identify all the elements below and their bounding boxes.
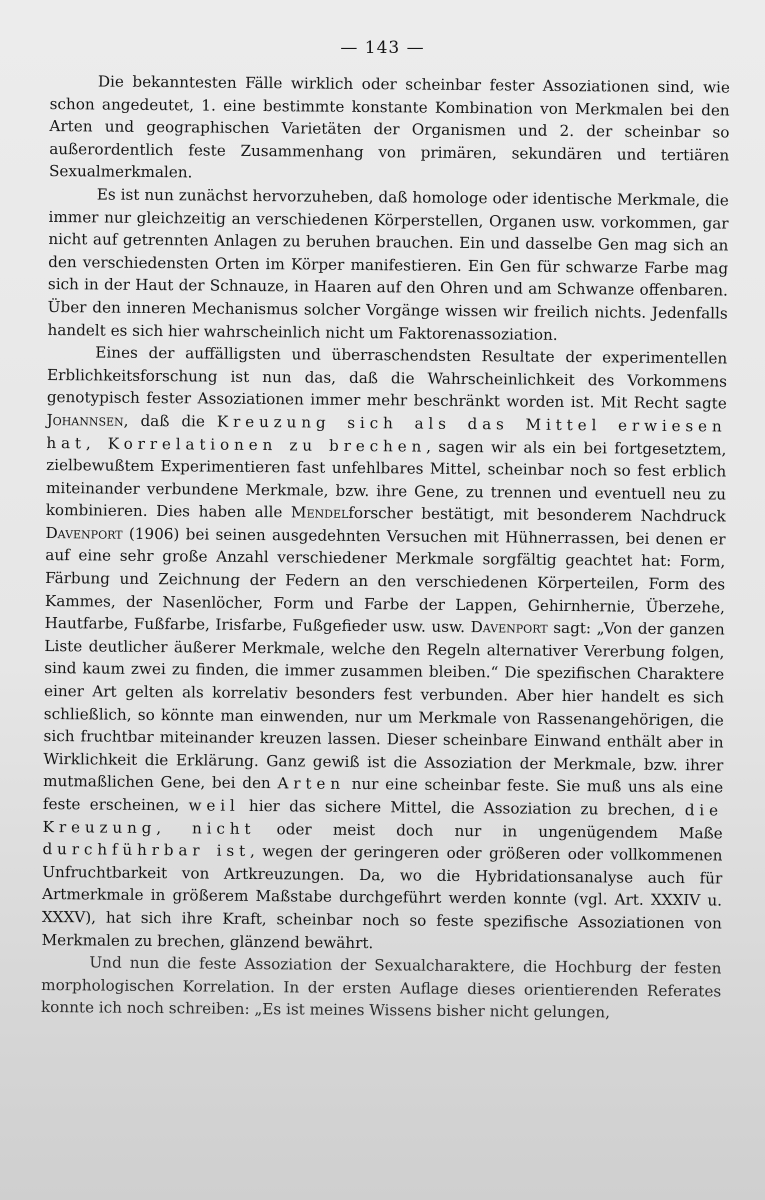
paragraph-3 [42,341,728,958]
text-run: forscher bestätigt, mit besonderem Nachdruck [348,504,726,526]
text-run: Die bekanntesten Fälle wirklich oder scheinbar fester Assoziationen sind, wie schon angedeutet, 1. eine bestimmte konstante Kombination von Merkmalen bei den Arten und geographischen Varietäten der Organismen und 2. der scheinbar so außerordentlich feste Zusammenhang von primären, sekundären und tertiären Sexualmerkmalen. [48,72,730,182]
text-run: nur eine scheinbar feste. Sie muß uns als eine feste erscheinen, [42,775,724,815]
author-name-mendel: Mendel [290,503,349,523]
paragraph-1 [49,70,730,189]
text-run: hier das sichere Mittel, die Assoziation zu brechen, [239,796,685,820]
body-text [41,70,730,1025]
emphasized-text: die Kreuzung, nicht [42,801,724,838]
paragraph-2 [47,183,728,348]
text-run: Es ist nun zunächst hervorzuheben, daß homologe oder identische Merkmale, die immer nur gleichzeitig an verschiedenen Körperstellen, Organen usw. vorkommen, gar nicht auf getrennten Anlagen zu beruhen brauchen. Ein und dasselbe Gen mag sich an den verschiedensten Orten im Körper manifestieren. Ein Gen für schwarze Farbe mag sich in der Haut der Schnauze, in Haaren auf den Ohren und am Schwanze offenbaren. Über den inneren Mechanismus solcher Vorgänge wissen wir freilich nichts. Jedenfalls handelt es sich hier wahrscheinlich nicht um Faktorenassoziation. [47,185,729,344]
text-run: sagt: „Von der ganzen Liste deutlicher äußerer Merkmale, welche den Regeln alternativer Vererbung folgen, sind kaum zwei zu finden, die immer zusammen bleiben.“ Die spezifischen Charaktere einer Art gelten als korrelativ besonders fest verbunden. Aber hier handelt es sich schließlich, so könnte man einwenden, nur um Merkmale von Rassenangehörigen, die sich fruchtbar miteinander kreuzen lassen. Dieser scheinbare Einwand enthält aber in Wirklichkeit die Erklärung. Ganz gewiß ist die Assoziation der Merkmale, bzw. ihrer mutmaßlichen Gene, bei den [43,619,725,793]
page-number: — 143 — [340,38,425,58]
emphasized-text: Arten [277,774,345,794]
author-name-davenport: Davenport [45,523,123,543]
paragraph-4 [41,951,722,1025]
emphasized-text: weil [188,796,240,815]
text-run: , wegen der geringeren oder größeren oder vollkommenen Unfruchtbarkeit von Artkreuzungen. Da, wo die Hybridationsanalyse auch für Artmerkmale in größerem Maßstabe durchgeführt werden konnte (vgl. Art. XXXIV u. XXXV), hat sich ihre Kraft, scheinbar noch so feste spezifische Assoziationen von Merkmalen zu brechen, glänzend bewährt. [41,842,723,952]
text-run: oder meist doch nur in ungenügendem Maße [255,819,723,843]
text-run: , sagen wir als ein bei fortgesetztem, zielbewußtem Experimentieren fast unfehlbares Mittel, scheinbar noch so fest erblich miteinander verbundene Merkmale, bzw. ihre Gene, zu trennen und eventuell neu zu kombinieren. Dies haben alle [45,437,727,522]
author-name-johannsen: Johannsen [46,410,124,430]
text-run: Eines der auffälligsten und überraschendsten Resultate der experimentellen Erblichkeitsforschung ist nun das, daß die Wahrscheinlichkeit des Vorkommens genotypisch fester Assoziationen immer mehr beschränkt worden ist. Mit Recht sagte [46,343,728,413]
text-run: Und nun die feste Assoziation der Sexualcharaktere, die Hochburg der festen morphologischen Korrelation. In der ersten Auflage dieses orientierenden Referates konnte ich noch schreiben: „Es ist meines Wissens bisher nicht gelungen, [40,953,722,1022]
text-run: (1906) bei seinen ausgedehnten Versuchen mit Hühnerrassen, bei denen er auf eine sehr große Anzahl verschiedener Merkmale sorgfältig geachtet hat: Form, Färbung und Zeichnung der Federn an den verschiedenen Körperteilen, Form des Kammes, der Nasenlöcher, Form und Farbe der Lappen, Gehirnhernie, Überzehe, Hautfarbe, Fußfarbe, Irisfarbe, Fußgefieder usw. usw. [44,524,726,637]
emphasized-text: Kreuzung sich als das Mittel erwiesen hat, Korrelationen zu brechen [46,412,727,456]
author-name-davenport: Davenport [470,618,548,638]
emphasized-text: durchführbar ist [42,840,251,861]
text-run: , daß die [123,411,217,431]
